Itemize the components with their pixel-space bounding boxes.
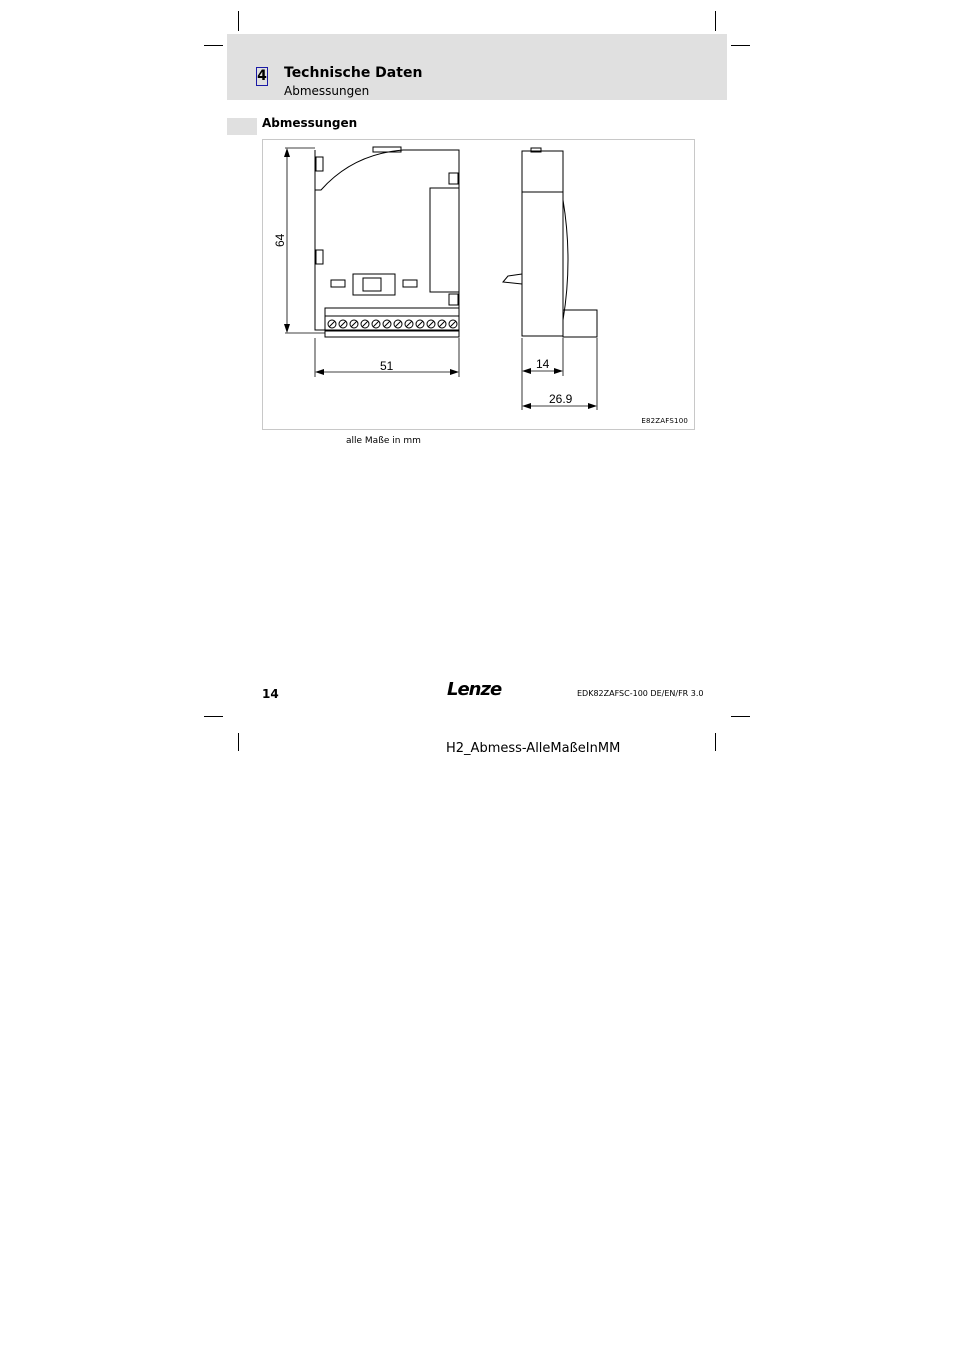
- side-view-connector: [563, 310, 597, 337]
- dim-height-label: 64: [273, 233, 287, 247]
- dip-switch-housing: [353, 274, 395, 295]
- bottom-label: H2_Abmess-AlleMaßeInMM: [446, 741, 621, 756]
- dim-depth-short-label: 14: [536, 357, 550, 371]
- figure-caption: alle Maße in mm: [346, 436, 421, 446]
- crop-mark: [715, 733, 716, 751]
- chapter-subtitle: Abmessungen: [284, 84, 370, 98]
- crop-mark: [204, 45, 223, 46]
- dimension-arrows: [284, 148, 597, 409]
- page-number: 14: [262, 687, 279, 701]
- side-rail: [430, 188, 459, 292]
- crop-mark: [731, 716, 750, 717]
- led-left: [331, 280, 345, 287]
- side-view-body: [522, 151, 563, 336]
- side-view-hook: [503, 274, 522, 284]
- figure-code: E82ZAFS100: [641, 417, 688, 425]
- dimension-lines: [285, 148, 597, 410]
- top-clip: [373, 147, 401, 152]
- crop-mark: [731, 45, 750, 46]
- crop-mark: [715, 11, 716, 31]
- crop-mark: [204, 716, 223, 717]
- dip-switch: [363, 278, 381, 291]
- document-reference: EDK82ZAFSC-100 DE/EN/FR 3.0: [577, 689, 704, 698]
- front-latch-bottom: [316, 250, 323, 264]
- front-latch-top: [316, 157, 323, 171]
- crop-mark: [238, 11, 239, 31]
- side-notch-bottom: [449, 294, 458, 305]
- chapter-number-link[interactable]: 4: [257, 68, 267, 84]
- crop-mark: [238, 733, 239, 751]
- section-heading: Abmessungen: [262, 116, 358, 130]
- side-notch-top: [449, 173, 458, 184]
- section-marker: [227, 118, 257, 135]
- led-right: [403, 280, 417, 287]
- front-view-body: [315, 150, 459, 330]
- terminal-screws: [328, 320, 457, 328]
- dimension-drawing-svg: [263, 140, 694, 429]
- lenze-logo: Lenze: [447, 679, 502, 700]
- dim-width-label: 51: [380, 359, 394, 373]
- chapter-title: Technische Daten: [284, 65, 423, 81]
- dim-depth-total-label: 26.9: [549, 392, 573, 406]
- dimension-drawing: [262, 139, 695, 430]
- side-view-curve: [563, 200, 568, 320]
